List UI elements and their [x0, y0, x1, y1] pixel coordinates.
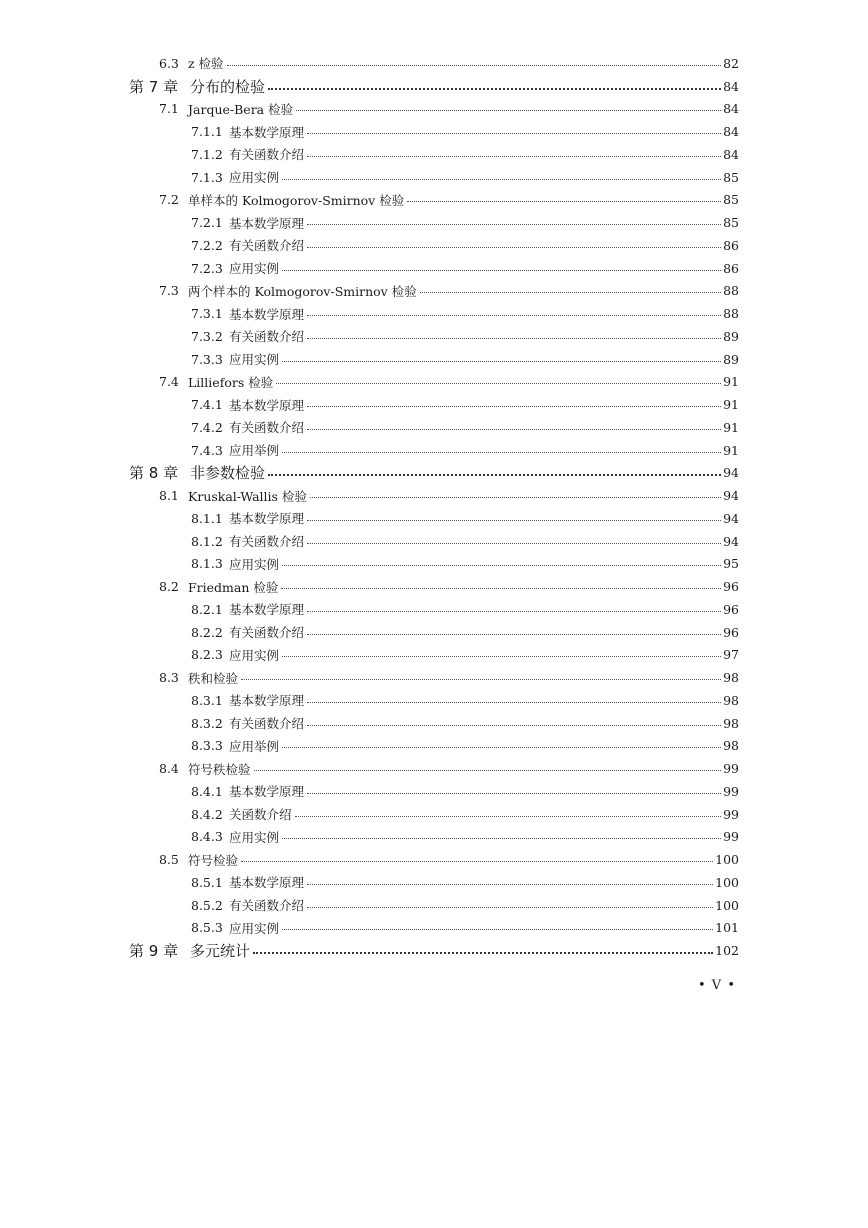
toc-subsection-row[interactable] [0, 393, 868, 416]
toc-section-row[interactable] [0, 484, 868, 507]
dot-leader [307, 429, 721, 430]
toc-entry-page: 99 [723, 783, 739, 799]
toc-subsection-row[interactable] [0, 780, 868, 803]
dot-leader [307, 543, 721, 544]
dot-leader [307, 725, 721, 726]
dot-leader [307, 247, 721, 248]
toc-subsection-row[interactable] [0, 143, 868, 166]
toc-entry-page: 86 [723, 237, 739, 253]
toc-entry-page: 88 [723, 283, 739, 299]
toc-entry-number: 8.4.2 [191, 806, 223, 822]
toc-entry-page: 98 [723, 692, 739, 708]
toc-entry-title: 有关函数介绍 [229, 898, 305, 914]
toc-entry-page: 82 [723, 55, 739, 71]
dot-leader [307, 884, 713, 885]
toc-entry-title: 关函数介绍 [229, 807, 292, 823]
toc-entry-number: 8.2.2 [191, 624, 223, 640]
toc-entry-title: 应用实例 [229, 920, 280, 936]
toc-entry-title: 应用实例 [229, 261, 280, 277]
toc-entry-number: 7.3 [159, 283, 179, 299]
toc-entry-page: 95 [723, 556, 739, 572]
dot-leader [307, 907, 713, 908]
toc-entry-page: 84 [723, 146, 739, 162]
dot-leader [310, 497, 721, 498]
toc-entry-number: 7.3.2 [191, 328, 223, 344]
dot-leader [276, 383, 721, 384]
toc-section-row[interactable] [0, 848, 868, 871]
dot-leader [307, 634, 721, 635]
toc-entry-title: 基本数学原理 [229, 511, 305, 527]
toc-entry-page: 94 [723, 510, 739, 526]
toc-entry-number: 8.3 [159, 670, 179, 686]
dot-leader [420, 292, 721, 293]
toc-entry-number: 8.1.3 [191, 556, 223, 572]
toc-entry-page: 89 [723, 351, 739, 367]
toc-entry-title: 应用实例 [229, 352, 280, 368]
toc-entry-title: 有关函数介绍 [229, 420, 305, 436]
toc-subsection-row[interactable] [0, 712, 868, 735]
toc-entry-page: 86 [723, 260, 739, 276]
toc-entry-number: 第 9 章 [129, 942, 179, 961]
toc-entry-title: 多元统计 [190, 942, 251, 961]
dot-leader [282, 747, 721, 748]
toc-entry-title: 有关函数介绍 [229, 534, 305, 550]
dot-leader [282, 270, 721, 271]
toc-entry-page: 84 [723, 78, 739, 94]
toc-entry-number: 8.3.1 [191, 692, 223, 708]
toc-entry-page: 97 [723, 647, 739, 663]
toc-entry-page: 100 [715, 874, 739, 890]
toc-entry-title: 应用举例 [229, 738, 280, 754]
toc-entry-page: 96 [723, 624, 739, 640]
toc-entry-page: 102 [715, 943, 739, 959]
toc-entry-page: 91 [723, 397, 739, 413]
toc-entry-title: 有关函数介绍 [229, 625, 305, 641]
toc-entry-number: 7.2.3 [191, 260, 223, 276]
toc-subsection-row[interactable] [0, 166, 868, 189]
toc-entry-number: 7.3.1 [191, 306, 223, 322]
toc-entry-page: 98 [723, 738, 739, 754]
toc-entry-title: 基本数学原理 [229, 784, 305, 800]
toc-entry-title: Lilliefors 检验 [188, 374, 274, 390]
toc-entry-page: 89 [723, 328, 739, 344]
toc-subsection-row[interactable] [0, 530, 868, 553]
toc-entry-number: 6.3 [159, 55, 179, 71]
dot-leader [295, 816, 722, 817]
toc-subsection-row[interactable] [0, 234, 868, 257]
toc-entry-title: 有关函数介绍 [229, 716, 305, 732]
toc-entry-page: 100 [715, 852, 739, 868]
toc-entry-page: 100 [715, 897, 739, 913]
toc-entry-number: 7.4.1 [191, 397, 223, 413]
dot-leader [282, 452, 721, 453]
dot-leader [268, 88, 721, 90]
toc-entry-page: 99 [723, 806, 739, 822]
dot-leader [241, 861, 713, 862]
dot-leader [307, 338, 721, 339]
toc-entry-number: 8.2.1 [191, 601, 223, 617]
toc-entry-title: 应用实例 [229, 556, 280, 572]
toc-entry-number: 8.5.3 [191, 920, 223, 936]
toc-entry-number: 7.1.3 [191, 169, 223, 185]
toc-subsection-row[interactable] [0, 621, 868, 644]
toc-entry-number: 8.2.3 [191, 647, 223, 663]
dot-leader [307, 793, 721, 794]
toc-entry-page: 94 [723, 488, 739, 504]
dot-leader [307, 520, 721, 521]
toc-entry-page: 94 [723, 465, 739, 481]
toc-subsection-row[interactable] [0, 644, 868, 667]
toc-section-row[interactable] [0, 757, 868, 780]
toc-entry-title: 非参数检验 [190, 464, 266, 483]
toc-entry-number: 8.5.1 [191, 874, 223, 890]
toc-subsection-row[interactable] [0, 735, 868, 758]
toc-entry-page: 84 [723, 124, 739, 140]
dot-leader [307, 133, 721, 134]
toc-chapter-row[interactable] [0, 939, 868, 962]
toc-subsection-row[interactable] [0, 439, 868, 462]
toc-subsection-row[interactable] [0, 917, 868, 940]
toc-entry-page: 85 [723, 215, 739, 231]
toc-section-row[interactable] [0, 666, 868, 689]
toc-subsection-row[interactable] [0, 871, 868, 894]
toc-entry-title: 有关函数介绍 [229, 147, 305, 163]
toc-entry-number: 7.4.2 [191, 419, 223, 435]
toc-entry-number: 8.1 [159, 488, 179, 504]
toc-subsection-row[interactable] [0, 302, 868, 325]
toc-entry-title: 基本数学原理 [229, 875, 305, 891]
dot-leader [254, 770, 722, 771]
toc-entry-number: 8.1.2 [191, 533, 223, 549]
toc-entry-page: 91 [723, 442, 739, 458]
toc-subsection-row[interactable] [0, 507, 868, 530]
toc-section-row[interactable] [0, 98, 868, 121]
toc-entry-title: 单样本的 Kolmogorov-Smirnov 检验 [188, 192, 405, 208]
toc-entry-title: Friedman 检验 [188, 579, 279, 595]
toc-chapter-row[interactable] [0, 462, 868, 485]
toc-entry-page: 94 [723, 533, 739, 549]
toc-entry-number: 8.3.2 [191, 715, 223, 731]
toc-subsection-row[interactable] [0, 257, 868, 280]
toc-subsection-row[interactable] [0, 120, 868, 143]
toc-entry-number: 8.4 [159, 761, 179, 777]
toc-entry-number: 8.4.1 [191, 783, 223, 799]
toc-subsection-row[interactable] [0, 348, 868, 371]
toc-section-row[interactable] [0, 575, 868, 598]
toc-entry-number: 7.2.2 [191, 237, 223, 253]
toc-entry-number: 7.4 [159, 374, 179, 390]
dot-leader [281, 588, 721, 589]
toc-section-row[interactable] [0, 371, 868, 394]
dot-leader [307, 611, 721, 612]
toc-entry-number: 7.2.1 [191, 215, 223, 231]
toc-entry-number: 7.1.2 [191, 146, 223, 162]
toc-subsection-row[interactable] [0, 826, 868, 849]
toc-entry-number: 7.3.3 [191, 351, 223, 367]
toc-subsection-row[interactable] [0, 325, 868, 348]
toc-entry-title: 符号检验 [188, 852, 239, 868]
toc-entry-number: 7.4.3 [191, 442, 223, 458]
toc-entry-page: 98 [723, 670, 739, 686]
dot-leader [227, 65, 722, 66]
toc-entry-page: 99 [723, 829, 739, 845]
dot-leader [296, 110, 721, 111]
toc-entry-number: 8.5 [159, 852, 179, 868]
dot-leader [282, 838, 721, 839]
toc-entry-title: 有关函数介绍 [229, 238, 305, 254]
toc-entry-page: 85 [723, 169, 739, 185]
toc-entry-title: 有关函数介绍 [229, 329, 305, 345]
toc-chapter-row[interactable] [0, 75, 868, 98]
dot-leader [307, 406, 721, 407]
toc-entry-title: Jarque-Bera 检验 [188, 101, 294, 117]
toc-entry-number: 7.1.1 [191, 124, 223, 140]
toc-entry-title: 基本数学原理 [229, 215, 305, 231]
toc-section-row[interactable] [0, 52, 868, 75]
toc-entry-title: 分布的检验 [190, 77, 266, 96]
toc-entry-number: 8.1.1 [191, 510, 223, 526]
toc-subsection-row[interactable] [0, 416, 868, 439]
toc-entry-title: 应用实例 [229, 829, 280, 845]
toc-entry-title: z 检验 [188, 56, 224, 72]
toc-entry-page: 91 [723, 374, 739, 390]
toc-subsection-row[interactable] [0, 598, 868, 621]
toc-entry-title: 应用实例 [229, 647, 280, 663]
toc-entry-page: 91 [723, 419, 739, 435]
dot-leader [241, 679, 721, 680]
toc-entry-title: 应用实例 [229, 170, 280, 186]
dot-leader [268, 474, 721, 476]
toc-entry-number: 第 7 章 [129, 77, 179, 96]
dot-leader [307, 315, 721, 316]
toc-entry-page: 99 [723, 761, 739, 777]
toc-subsection-row[interactable] [0, 211, 868, 234]
toc-entry-title: 应用举例 [229, 443, 280, 459]
toc-section-row[interactable] [0, 189, 868, 212]
toc-section-row[interactable] [0, 280, 868, 303]
toc-entry-page: 84 [723, 101, 739, 117]
dot-leader [253, 952, 713, 954]
toc-entry-title: 基本数学原理 [229, 602, 305, 618]
toc-subsection-row[interactable] [0, 894, 868, 917]
dot-leader [407, 201, 721, 202]
toc-entry-page: 101 [715, 920, 739, 936]
toc-entry-title: 秩和检验 [188, 670, 239, 686]
toc-entry-page: 88 [723, 306, 739, 322]
dot-leader [282, 656, 721, 657]
toc-entry-title: 两个样本的 Kolmogorov-Smirnov 检验 [188, 283, 417, 299]
toc-entry-title: Kruskal-Wallis 检验 [188, 488, 307, 504]
toc-entry-number: 8.3.3 [191, 738, 223, 754]
dot-leader [307, 224, 721, 225]
toc-entry-page: 96 [723, 601, 739, 617]
toc-entry-title: 基本数学原理 [229, 397, 305, 413]
toc-entry-number: 7.1 [159, 101, 179, 117]
toc-entry-page: 98 [723, 715, 739, 731]
toc-subsection-row[interactable] [0, 803, 868, 826]
dot-leader [282, 179, 721, 180]
toc-entry-title: 基本数学原理 [229, 124, 305, 140]
toc-entry-number: 第 8 章 [129, 464, 179, 483]
toc-entry-title: 基本数学原理 [229, 693, 305, 709]
toc-entry-number: 8.5.2 [191, 897, 223, 913]
toc-subsection-row[interactable] [0, 553, 868, 576]
dot-leader [307, 702, 721, 703]
dot-leader [282, 565, 721, 566]
toc-entry-page: 96 [723, 579, 739, 595]
page-folio: • V • [698, 978, 736, 993]
dot-leader [282, 361, 721, 362]
toc-entry-number: 7.2 [159, 192, 179, 208]
toc-entry-number: 8.4.3 [191, 829, 223, 845]
toc-entry-page: 85 [723, 192, 739, 208]
toc-subsection-row[interactable] [0, 689, 868, 712]
dot-leader [307, 156, 721, 157]
toc-entry-title: 符号秩检验 [188, 761, 251, 777]
dot-leader [282, 929, 713, 930]
toc-entry-number: 8.2 [159, 579, 179, 595]
toc-entry-title: 基本数学原理 [229, 306, 305, 322]
table-of-contents [0, 52, 868, 962]
